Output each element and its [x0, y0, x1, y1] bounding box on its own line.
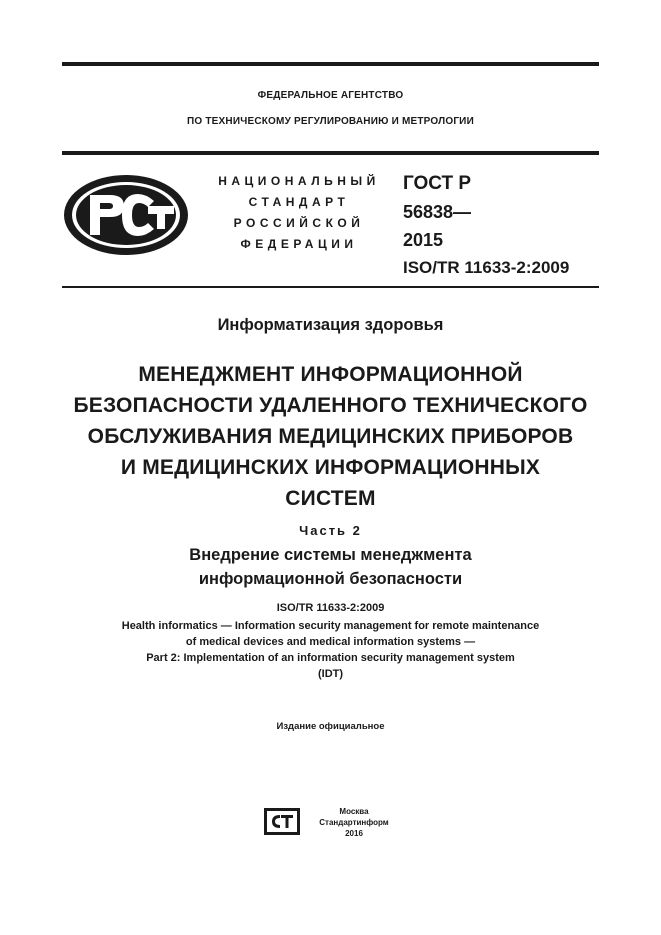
gost-label: ГОСТ Р	[403, 173, 472, 194]
national-line-3: РОССИЙСКОЙ	[233, 216, 365, 230]
english-title	[40, 618, 621, 682]
designation-rule	[62, 286, 599, 288]
edition-label: Издание официальное	[276, 721, 385, 732]
agency-line-1: ФЕДЕРАЛЬНОЕ АГЕНТСТВО	[257, 90, 404, 101]
part-title	[40, 543, 621, 591]
gost-year: 2015	[403, 230, 444, 250]
main-title-line-4: И МЕДИЦИНСКИХ ИНФОРМАЦИОННЫХ	[120, 456, 541, 479]
english-title-line-3: Part 2: Implementation of an information security management system	[146, 652, 515, 664]
header-rule	[62, 151, 599, 155]
top-rule	[62, 62, 599, 66]
agency-line-2: ПО ТЕХНИЧЕСКОМУ РЕГУЛИРОВАНИЮ И МЕТРОЛОГИИ	[187, 116, 474, 127]
publisher-name: Стандартинформ	[319, 818, 389, 827]
main-title-line-5: СИСТЕМ	[285, 487, 376, 510]
subject-heading: Информатизация здоровья	[217, 316, 444, 334]
gost-number: 56838—	[403, 202, 472, 222]
english-title-line-1: Health informatics — Information security management for remote maintenance	[121, 620, 540, 632]
main-title-line-1: МЕНЕДЖМЕНТ ИНФОРМАЦИОННОЙ	[138, 363, 523, 386]
main-title	[40, 359, 621, 514]
publisher-block	[306, 806, 402, 839]
national-standard-label	[204, 171, 394, 255]
national-line-2: СТАНДАРТ	[248, 195, 350, 209]
part-title-line-2: информационной безопасности	[198, 570, 463, 588]
iso-designation: ISO/TR 11633-2:2009	[403, 258, 570, 277]
national-line-1: НАЦИОНАЛЬНЫЙ	[218, 174, 380, 188]
publisher-year: 2016	[345, 829, 363, 838]
publisher-city: Москва	[339, 807, 369, 816]
main-title-line-2: БЕЗОПАСНОСТИ УДАЛЕННОГО ТЕХНИЧЕСКОГО	[73, 394, 588, 417]
main-title-line-3: ОБСЛУЖИВАНИЯ МЕДИЦИНСКИХ ПРИБОРОВ	[87, 425, 574, 448]
national-line-4: ФЕДЕРАЦИИ	[240, 237, 358, 251]
iso-reference: ISO/TR 11633-2:2009	[276, 602, 385, 614]
part-title-line-1: Внедрение системы менеджмента	[189, 546, 472, 564]
rosstandart-pct-logo	[62, 173, 190, 257]
standard-designation	[403, 170, 569, 282]
english-title-line-2: of medical devices and medical information systems —	[185, 636, 476, 648]
english-title-line-4: (IDT)	[317, 668, 344, 680]
part-label: Часть 2	[299, 523, 362, 538]
standartinform-logo	[264, 808, 300, 835]
